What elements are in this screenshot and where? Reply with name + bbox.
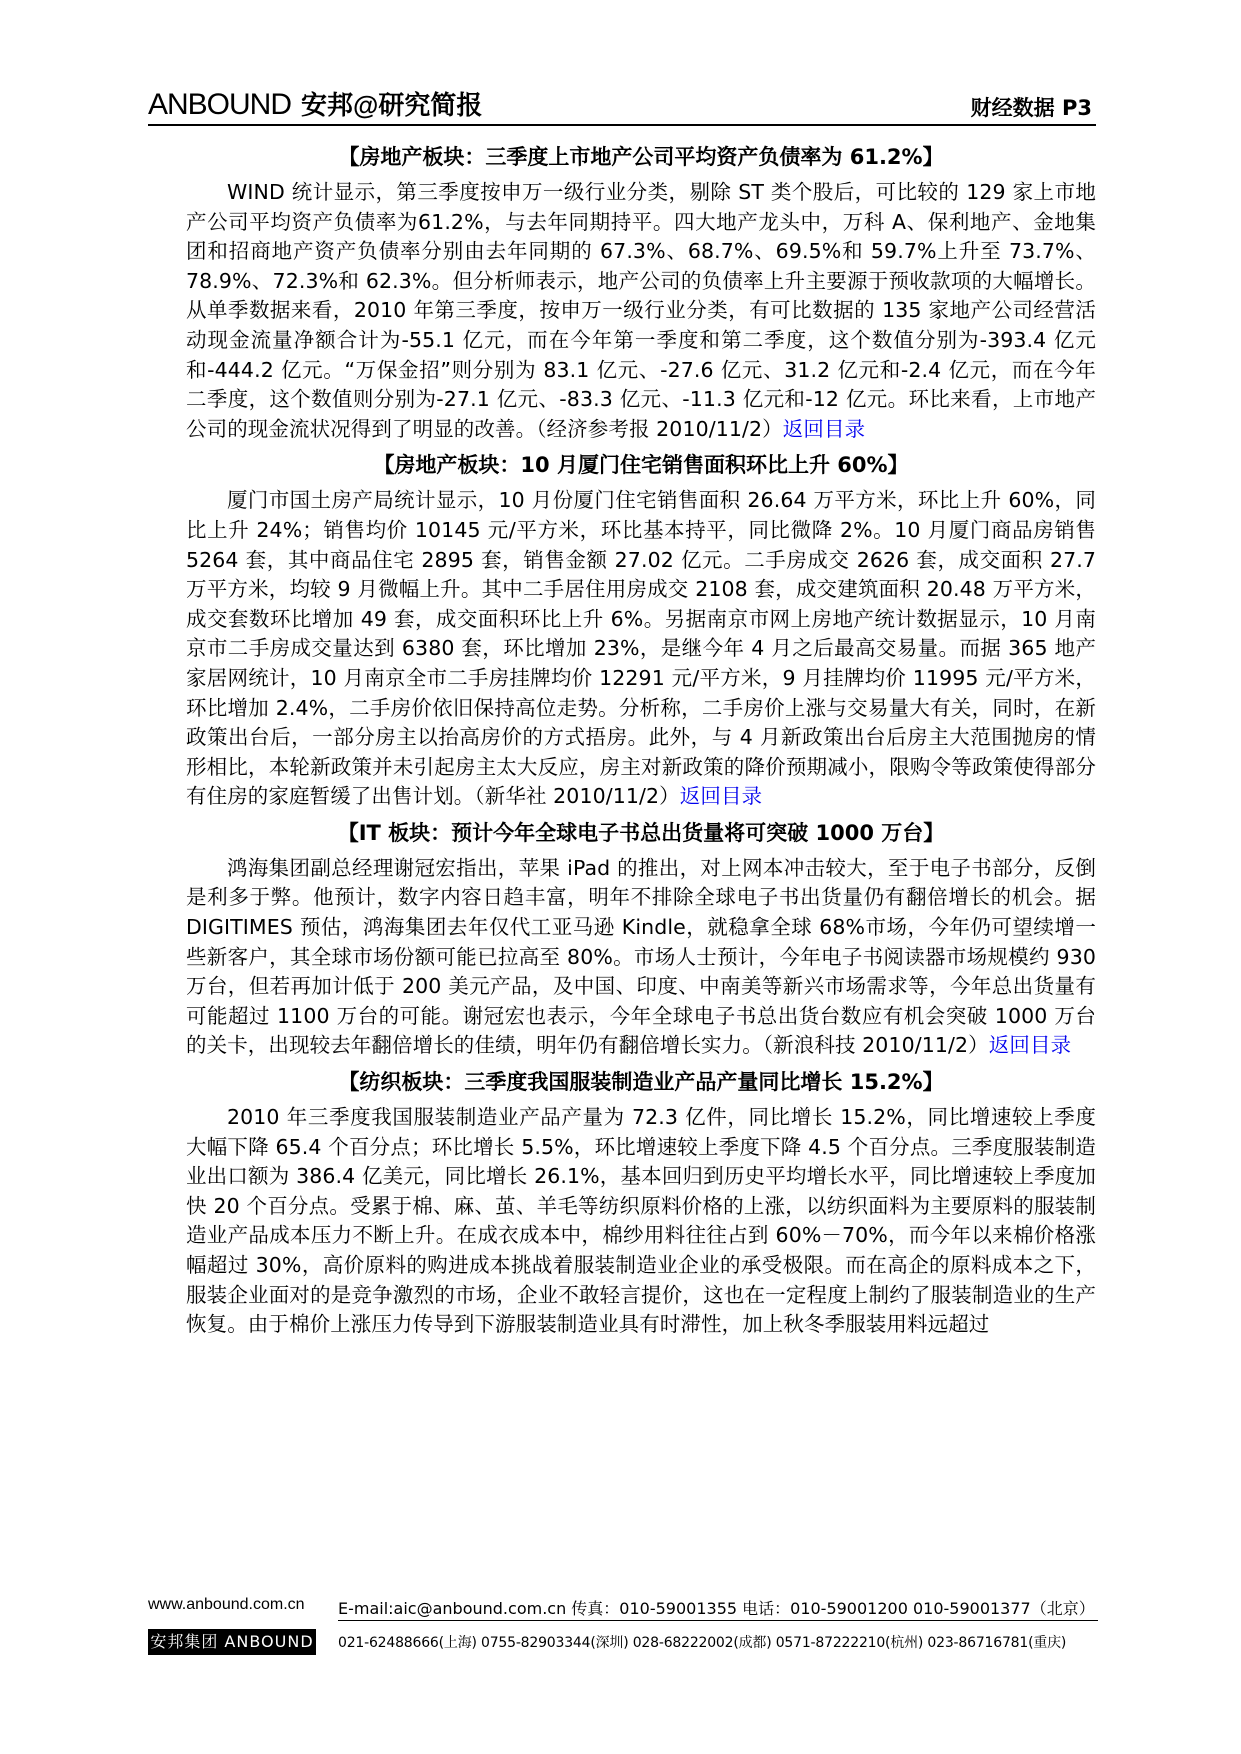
section-page-label: 财经数据 P3: [970, 96, 1092, 120]
article-list: [186, 142, 1096, 1346]
footer-contact-info: E-mail:aic@anbound.com.cn 传真：010-59001355 电话：010-59001200 010-59001377（北京）: [338, 1599, 1095, 1618]
article: [186, 818, 1096, 1061]
article: [186, 450, 1096, 812]
page-header: [148, 88, 1096, 126]
article: [186, 1067, 1096, 1340]
anbound-logo: [148, 88, 482, 122]
page-footer: [148, 1596, 1098, 1666]
back-to-contents-link[interactable]: 返回目录: [782, 416, 866, 441]
article-title: 【房地产板块：10 月厦门住宅销售面积环比上升 60%】: [373, 453, 909, 478]
article-body: [186, 486, 1096, 812]
article: [186, 142, 1096, 444]
article-title: 【IT 板块：预计今年全球电子书总出货量将可突破 1000 万台】: [337, 820, 945, 845]
article-body: [186, 1103, 1096, 1340]
article-body: [186, 854, 1096, 1061]
footer-brand-badge: 安邦集团 ANBOUND: [148, 1629, 316, 1655]
article-text: 2010 年三季度我国服装制造业产品产量为 72.3 亿件，同比增长 15.2%，同比增速较上季度大幅下降 65.4 个百分点；环比增长 5.5%，环比增速较上季度下降 4.5 个百分点。三季度服装制造业出口额为 386.4 亿美元，同比增长 26.1%，基本回归到历史平均增长水平，同比增速较上季度加快 20 个百分点。受累于棉、麻、茧、羊毛等纺织原料价格的上涨，以纺织面料为主要原料的服装制造业产品成本压力不断上升。在成衣成本中，棉纱用料往往占到 60%－70%，而今年以来棉价格涨幅超过 30%，高价原料的购进成本挑战着服装制造业企业的承受极限。而在高企的原料成本之下，服装企业面对的是竞争激烈的市场，企业不敢轻言提价，这也在一定程度上制约了服装制造业的生产恢复。由于棉价上涨压力传导到下游服装制造业具有时滞性，加上秋冬季服装用料远超过: [186, 1105, 1096, 1337]
article-text: 厦门市国土房产局统计显示，10 月份厦门住宅销售面积 26.64 万平方米，环比上升 60%，同比上升 24%；销售均价 10145 元/平方米，环比基本持平，同比微降 2%。10 月厦门商品房销售 5264 套，其中商品住宅 2895 套，销售金额 27.02 亿元。二手房成交 2626 套，成交面积 27.7 万平方米，均较 9 月微幅上升。其中二手居住用房成交 2108 套，成交建筑面积 20.48 万平方米，成交套数环比增加 49 套，成交面积环比上升 6%。另据南京市网上房地产统计数据显示，10 月南京市二手房成交量达到 6380 套，环比增加 23%，是继今年 4 月之后最高交易量。而据 365 地产家居网统计，10 月南京全市二手房挂牌均价 12291 元/平方米，9 月挂牌均价 11995 元/平方米，环比增加 2.4%，二手房价依旧保持高位走势。分析称，二手房价上涨与交易量大有关，同时，在新政策出台后，一部分房主以抬高房价的方式捂房。此外，与 4 月新政策出台后房主大范围抛房的情形相比，本轮新政策并未引起房主太大反应，房主对新政策的降价预期减小，限购令等政策使得部分有住房的家庭暂缓了出售计划。（新华社 2010/11/2）: [186, 488, 1096, 809]
logo-chinese: 安邦@研究简报: [301, 90, 483, 120]
back-to-contents-link[interactable]: 返回目录: [988, 1033, 1072, 1058]
footer-divider: [338, 1620, 1098, 1621]
article-body: [186, 178, 1096, 444]
footer-office-phones: 021-62488666(上海) 0755-82903344(深圳) 028-68222002(成都) 0571-87222210(杭州) 023-86716781(重庆): [338, 1635, 1067, 1651]
article-title: 【房地产板块：三季度上市地产公司平均资产负债率为 61.2%】: [338, 145, 944, 169]
back-to-contents-link[interactable]: 返回目录: [679, 784, 763, 809]
footer-website[interactable]: www.anbound.com.cn: [148, 1596, 305, 1613]
article-text: WIND 统计显示，第三季度按申万一级行业分类，剔除 ST 类个股后，可比较的 129 家上市地产公司平均资产负债率为61.2%，与去年同期持平。四大地产龙头中，万科 A、保利地产、金地集团和招商地产资产负债率分别由去年同期的 67.3%、68.7%、69.5%和 59.7%上升至 73.7%、78.9%、72.3%和 62.3%。但分析师表示，地产公司的负债率上升主要源于预收款项的大幅增长。从单季数据来看，2010 年第三季度，按申万一级行业分类，有可比数据的 135 家地产公司经营活动现金流量净额合计为-55.1 亿元，而在今年第一季度和第二季度，这个数值分别为-393.4 亿元和-444.2 亿元。“万保金招”则分别为 83.1 亿元、-27.6 亿元、31.2 亿元和-2.4 亿元，而在今年二季度，这个数值则分别为-27.1 亿元、-83.3 亿元、-11.3 亿元和-12 亿元。环比来看，上市地产公司的现金流状况得到了明显的改善。（经济参考报 2010/11/2）: [186, 180, 1096, 441]
article-text: 鸿海集团副总经理谢冠宏指出，苹果 iPad 的推出，对上网本冲击较大，至于电子书部分，反倒是利多于弊。他预计，数字内容日趋丰富，明年不排除全球电子书出货量仍有翻倍增长的机会。据 DIGITIMES 预估，鸿海集团去年仅代工亚马逊 Kindle，就稳拿全球 68%市场，今年仍可望续增一些新客户，其全球市场份额可能已拉高至 80%。市场人士预计，今年电子书阅读器市场规模约 930 万台，但若再加计低于 200 美元产品，及中国、印度、中南美等新兴市场需求等，今年总出货量有可能超过 1100 万台的可能。谢冠宏也表示，今年全球电子书总出货台数应有机会突破 1000 万台的关卡，出现较去年翻倍增长的佳绩，明年仍有翻倍增长实力。（新浪科技 2010/11/2）: [186, 855, 1096, 1058]
logo-english: ANBOUND: [148, 88, 292, 121]
article-title: 【纺织板块：三季度我国服装制造业产品产量同比增长 15.2%】: [338, 1070, 944, 1095]
